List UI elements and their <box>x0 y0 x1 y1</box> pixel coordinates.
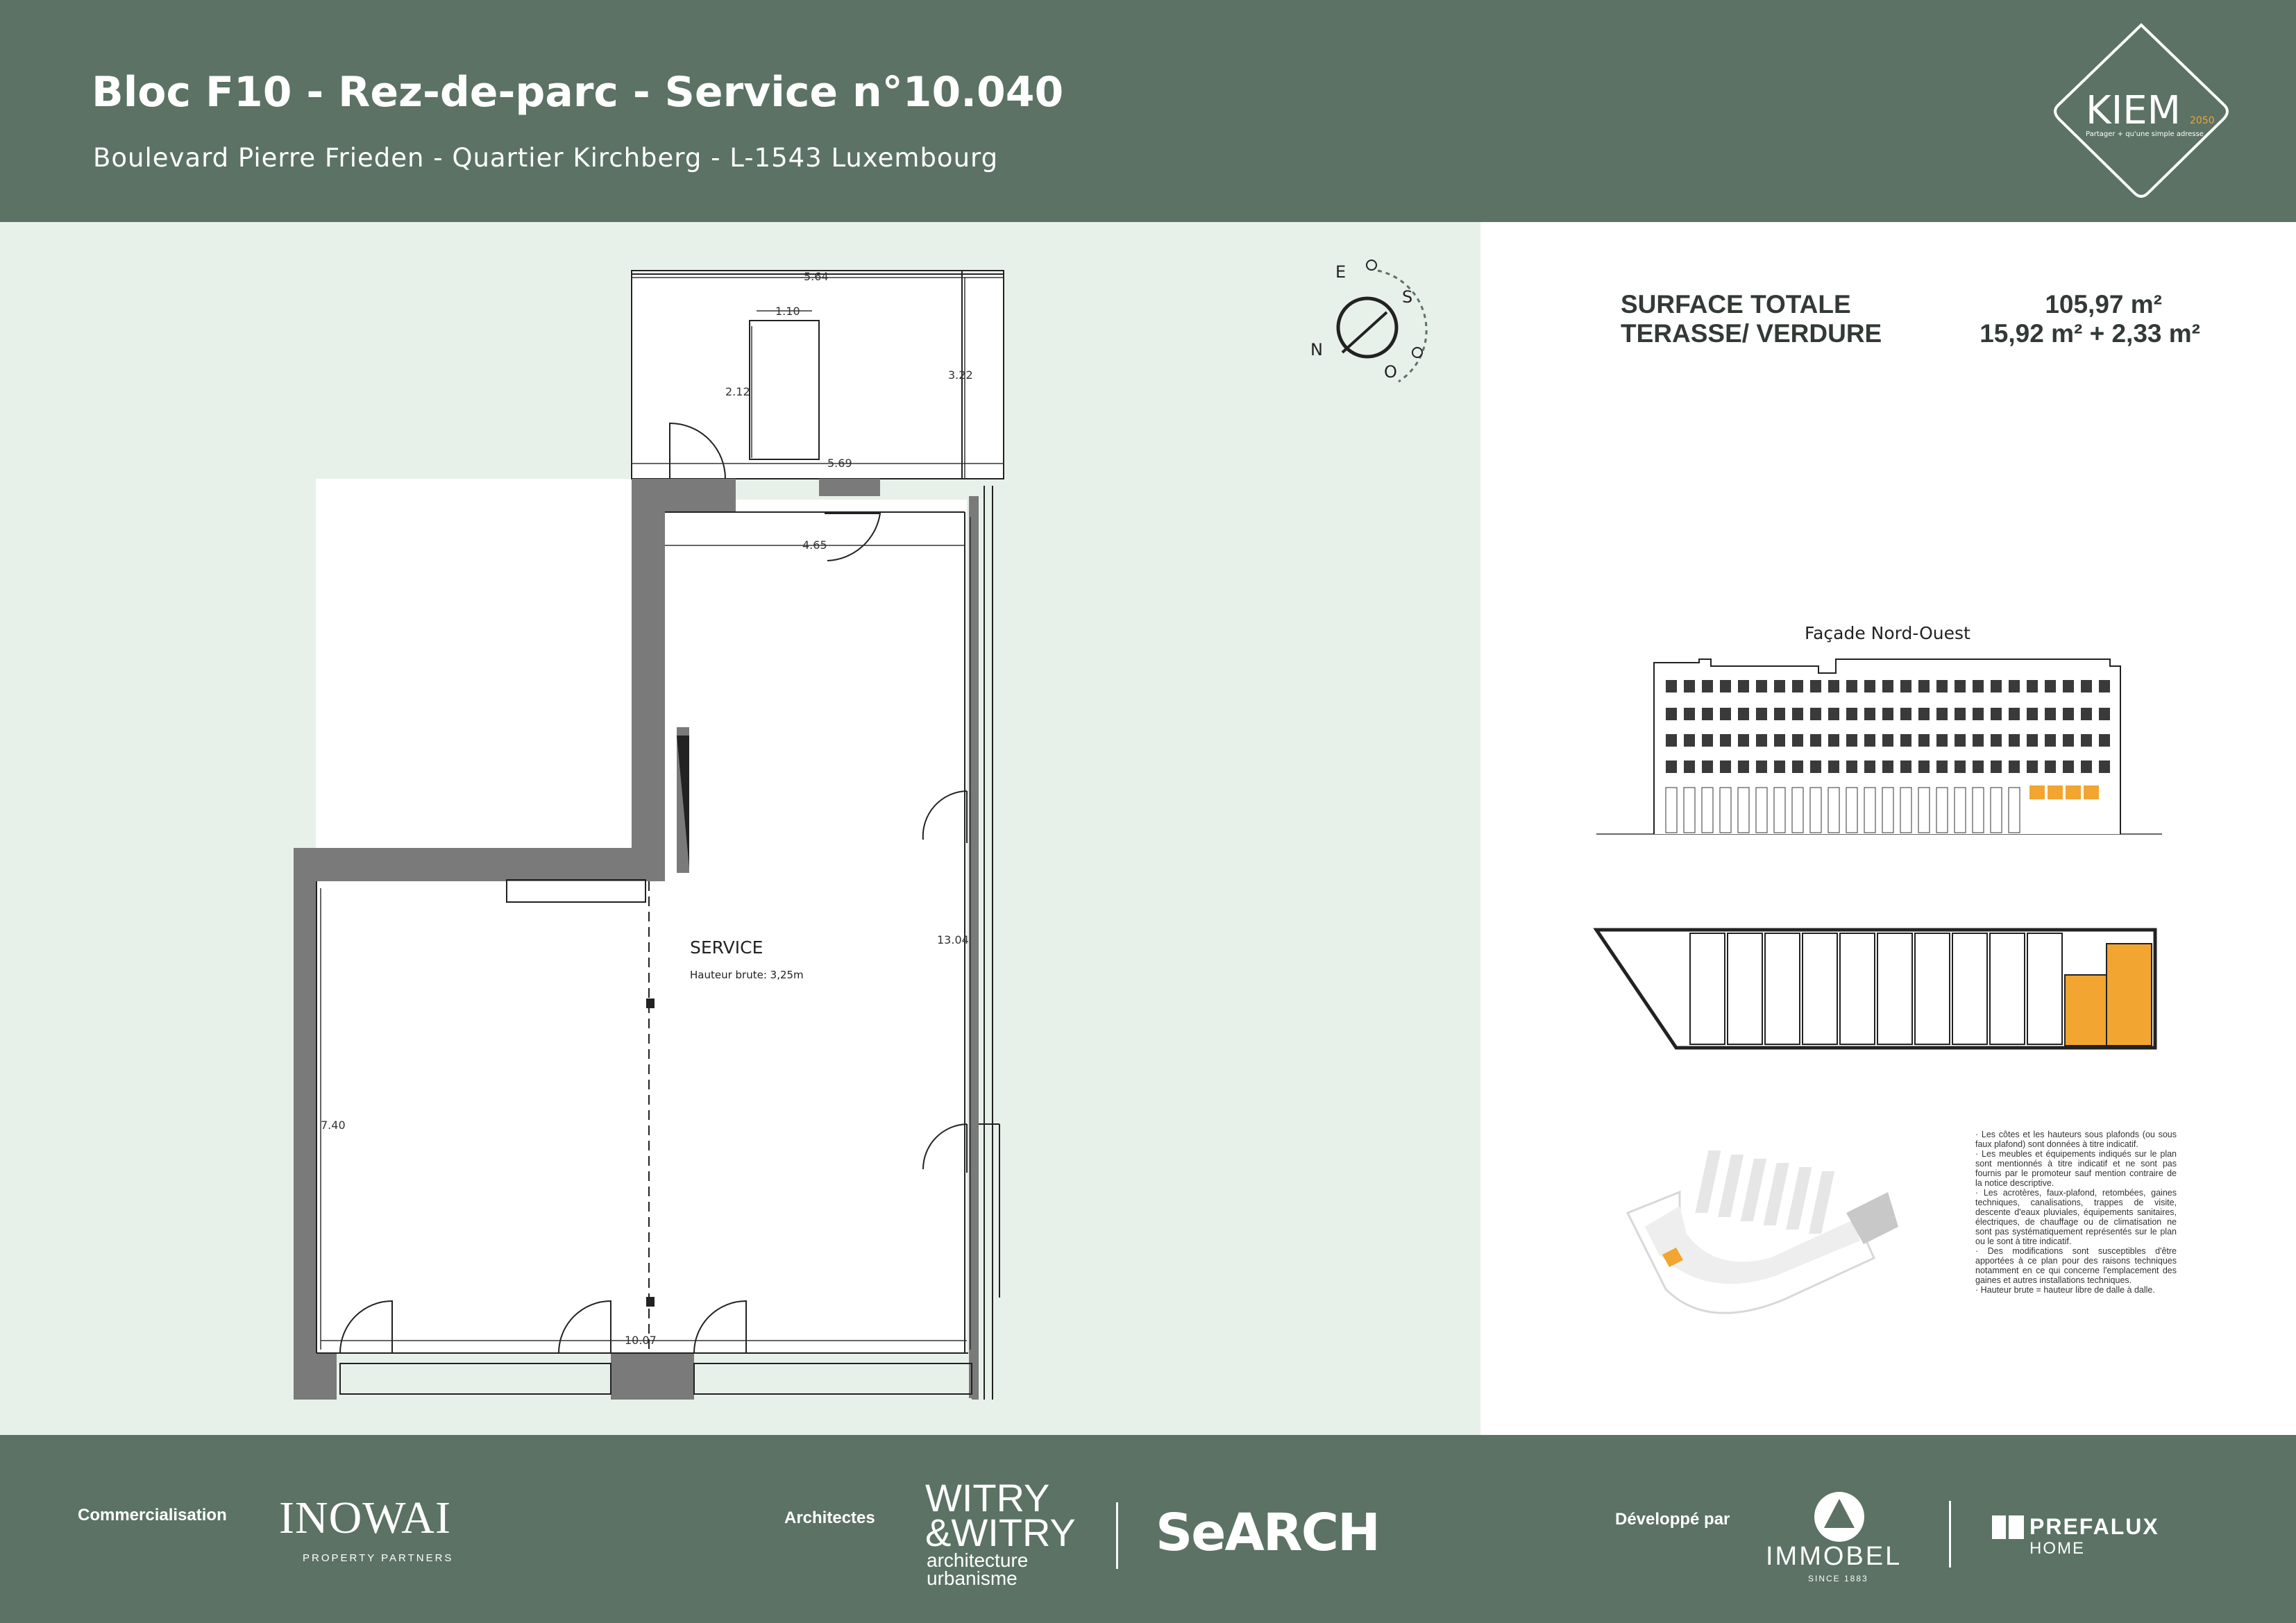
witry-line-2: &WITRY <box>925 1511 1076 1554</box>
facade-window <box>1828 708 1839 720</box>
facade-window <box>2045 760 2056 773</box>
facade-title: Façade Nord-Ouest <box>1805 623 1970 643</box>
facade-window <box>1792 708 1803 720</box>
inowai-subtitle: PROPERTY PARTNERS <box>303 1552 454 1564</box>
site-building <box>1695 1150 1721 1213</box>
site-building <box>1718 1155 1744 1217</box>
facade-window <box>1684 680 1695 692</box>
separator <box>1116 1502 1118 1569</box>
site-building <box>1764 1163 1789 1225</box>
facade-window <box>2063 708 2074 720</box>
facade-window <box>1991 760 2002 773</box>
facade-window <box>1666 760 1677 773</box>
note-2: · Les meubles et équipements indiqués sur le plan sont mentionnés à titre indicatif et ne sont pas fournis par le promoteur sauf mention contraire de la notice descriptive. <box>1975 1149 2177 1188</box>
level-plan <box>1593 919 2162 1058</box>
facade-window <box>2099 734 2110 747</box>
facade-window <box>1702 734 1713 747</box>
dim-left-length: 7.40 <box>321 1119 346 1132</box>
logo-tagline: Partager + qu'une simple adresse <box>2086 130 2204 138</box>
facade-window <box>1684 760 1695 773</box>
facade-window <box>1810 760 1821 773</box>
immobel-logo: IMMOBEL <box>1766 1542 1902 1571</box>
surface-total-label: SURFACE TOTALE <box>1621 290 1851 318</box>
site-plan <box>1624 1123 1930 1352</box>
witry-sub-2: urbanisme <box>927 1567 1018 1589</box>
kiem-logo <box>2037 21 2245 201</box>
facade-window <box>1738 734 1749 747</box>
facade-window <box>2063 734 2074 747</box>
compass-s: S <box>1402 287 1413 307</box>
commercialisation-label: Commercialisation <box>78 1506 227 1524</box>
facade-window <box>1955 708 1966 720</box>
facade-window <box>2009 708 2020 720</box>
facade-window <box>1846 760 1857 773</box>
facade-window <box>1955 680 1966 692</box>
dim-terrace-width: 5.69 <box>827 457 852 470</box>
facade-window <box>2045 734 2056 747</box>
facade-window <box>2027 760 2038 773</box>
facade-window <box>2009 734 2020 747</box>
facade-window <box>2099 680 2110 692</box>
facade-window <box>1846 680 1857 692</box>
facade-window <box>1973 708 1984 720</box>
facade-window <box>1666 680 1677 692</box>
facade-window <box>2027 708 2038 720</box>
facade-window <box>1720 680 1731 692</box>
facade-window <box>1991 708 2002 720</box>
facade-window <box>2081 680 2092 692</box>
facade-window <box>1846 734 1857 747</box>
facade-window <box>1864 680 1875 692</box>
facade-window <box>1918 680 1930 692</box>
facade-window <box>2081 734 2092 747</box>
facade-window <box>1900 680 1911 692</box>
facade-window <box>1900 708 1911 720</box>
compass-icon <box>1310 260 1426 382</box>
dim-right-length: 13.04 <box>937 933 969 946</box>
facade-window <box>1936 760 1948 773</box>
unit-highlight-plan-b <box>2107 944 2152 1046</box>
facade-window <box>1828 734 1839 747</box>
logo-year: 2050 <box>2190 115 2215 126</box>
facade-window <box>1973 760 1984 773</box>
facade-window <box>1955 760 1966 773</box>
facade-window <box>1918 760 1930 773</box>
dim-top-width: 5.64 <box>804 270 829 283</box>
facade-window <box>1882 708 1893 720</box>
facade-window <box>1756 760 1767 773</box>
facade-window <box>1666 708 1677 720</box>
compass-o: O <box>1384 362 1397 382</box>
address-subtitle: Boulevard Pierre Frieden - Quartier Kirchberg - L-1543 Luxembourg <box>93 143 999 173</box>
room-height-note: Hauteur brute: 3,25m <box>690 969 804 981</box>
developpe-label: Développé par <box>1615 1510 1730 1529</box>
facade-window <box>1918 708 1930 720</box>
facade-window <box>2027 734 2038 747</box>
facade-window <box>1738 760 1749 773</box>
site-building <box>1809 1171 1834 1234</box>
facade-window <box>1702 680 1713 692</box>
prefalux-logo: PREFALUX <box>2029 1514 2159 1539</box>
search-logo: SeARCH <box>1156 1503 1379 1563</box>
facade-window <box>1720 708 1731 720</box>
facade-window <box>1756 680 1767 692</box>
facade-window <box>1864 760 1875 773</box>
witry-sub-1: architecture <box>927 1549 1029 1571</box>
facade-window <box>1846 708 1857 720</box>
facade-window <box>1792 760 1803 773</box>
separator <box>1949 1501 1951 1567</box>
facade-window <box>1973 734 1984 747</box>
unit-highlight-plan-a <box>2065 975 2107 1046</box>
facade-window <box>1684 708 1695 720</box>
facade-window <box>1936 734 1948 747</box>
facade-window <box>1738 680 1749 692</box>
facade-window <box>1900 734 1911 747</box>
surface-total-value: 105,97 m² <box>2045 290 2162 318</box>
facade-window <box>1774 734 1785 747</box>
facade-window <box>1720 734 1731 747</box>
site-building <box>1786 1167 1812 1230</box>
facade-window <box>1936 708 1948 720</box>
disclaimer-notes <box>1975 1130 2177 1295</box>
facade-window <box>1936 680 1948 692</box>
dim-bottom-width: 10.07 <box>625 1334 657 1347</box>
facade-window <box>1720 760 1731 773</box>
facade-window <box>1882 734 1893 747</box>
note-5: · Hauteur brute = hauteur libre de dalle à dalle. <box>1975 1285 2155 1295</box>
facade-window <box>1702 708 1713 720</box>
note-1: · Les côtes et les hauteurs sous plafonds (ou sous faux plafond) sont données à titre indicatif. <box>1975 1130 2177 1149</box>
logo-text: KIEM <box>2086 88 2181 133</box>
facade-window <box>2009 680 2020 692</box>
facade-window <box>1900 760 1911 773</box>
immobel-logo-icon <box>1812 1489 1867 1545</box>
facade-window <box>1882 680 1893 692</box>
dim-terrace-depth: 3.22 <box>948 368 973 382</box>
facade-window <box>2081 708 2092 720</box>
architectes-label: Architectes <box>784 1509 875 1527</box>
facade-window <box>2099 708 2110 720</box>
facade-window <box>1918 734 1930 747</box>
facade-window <box>1810 680 1821 692</box>
facade-window <box>1666 734 1677 747</box>
witry-logo <box>925 1476 1076 1554</box>
facade-window <box>1991 680 2002 692</box>
facade-window <box>1955 734 1966 747</box>
facade-window <box>1702 760 1713 773</box>
compass-n: N <box>1310 340 1323 359</box>
facade-window <box>2099 760 2110 773</box>
facade-window <box>1756 734 1767 747</box>
facade-window <box>1792 680 1803 692</box>
facade-window <box>1810 708 1821 720</box>
facade-window <box>1810 734 1821 747</box>
facade-window <box>1774 680 1785 692</box>
facade-window <box>2063 680 2074 692</box>
inowai-logo: INOWAI <box>279 1493 451 1543</box>
facade-window <box>2045 708 2056 720</box>
compass-e: E <box>1335 262 1347 282</box>
facade-window <box>1864 708 1875 720</box>
witry-subtitle <box>927 1549 1029 1589</box>
facade-window <box>1774 708 1785 720</box>
facade-window <box>2009 760 2020 773</box>
facade-window <box>1991 734 2002 747</box>
prefalux-subtitle: HOME <box>2029 1539 2085 1558</box>
facade-window <box>2027 680 2038 692</box>
facade-window <box>1828 680 1839 692</box>
immobel-subtitle: SINCE 1883 <box>1808 1574 1868 1583</box>
facade-window <box>1792 734 1803 747</box>
dim-box-height: 2.12 <box>725 385 750 398</box>
note-4: · Des modifications sont susceptibles d'être apportées à ce plan pour des raisons techniques notamment en ce qui concerne l'emplacement des gaines et autres installations techniques. <box>1975 1246 2177 1285</box>
dim-box-width: 1.10 <box>775 305 800 318</box>
prefalux-logo-icon <box>1992 1515 2024 1539</box>
dim-upper-width: 4.65 <box>802 538 827 552</box>
room-label: SERVICE <box>690 937 763 958</box>
page-title: Bloc F10 - Rez-de-parc - Service n°10.040 <box>92 68 1064 117</box>
facade-window <box>2081 760 2092 773</box>
facade-window <box>1756 708 1767 720</box>
facade-elevation <box>1589 652 2166 840</box>
facade-window <box>1774 760 1785 773</box>
facade-window <box>1973 680 1984 692</box>
facade-window <box>1828 760 1839 773</box>
facade-window <box>1864 734 1875 747</box>
facade-window <box>1882 760 1893 773</box>
witry-line-1: WITRY <box>925 1476 1050 1520</box>
note-3: · Les acrotères, faux-plafond, retombées, gaines techniques, canalisations, trappes de visite, descente d'eaux pluviales, équipements sanitaires, électriques, de chauffage ou de climatisation ne sont pas systématiquement représentés sur le plan ou le sont à titre indicatif. <box>1975 1188 2177 1246</box>
facade-window <box>1684 734 1695 747</box>
surface-terrace-value: 15,92 m² + 2,33 m² <box>1980 319 2200 348</box>
floor-plan <box>0 222 1480 1435</box>
surface-terrace-label: TERASSE/ VERDURE <box>1621 319 1882 348</box>
site-building <box>1741 1159 1766 1221</box>
facade-window <box>2045 680 2056 692</box>
facade-window <box>2063 760 2074 773</box>
facade-window <box>1738 708 1749 720</box>
